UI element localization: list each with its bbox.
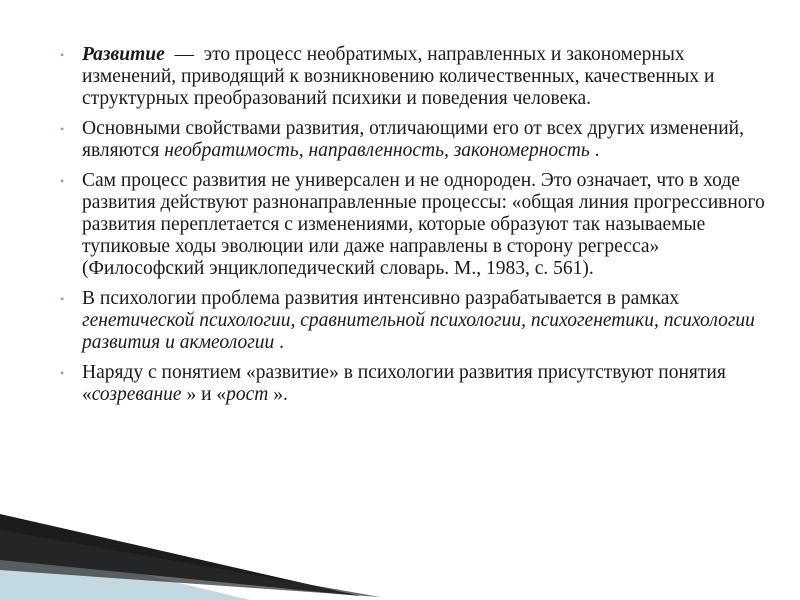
psychology-text: В психологии проблема развития интенсивно разрабатывается в рамках	[82, 288, 680, 309]
concepts-end: ».	[268, 384, 288, 405]
psychology-fields: генетической психологии, сравнительной психологии, психогенетики, психологии развития и акмеологии	[82, 310, 755, 353]
wedge-light-shape	[0, 540, 250, 600]
concepts-middle: » и «	[181, 384, 227, 405]
wedge-dark-tail	[0, 530, 380, 597]
bullet-dot-icon: •	[60, 174, 65, 188]
definition-text: это процесс необратимых, направленных и закономерных изменений, приводящий к возникновению количественных, качественных и структурных преобразований психики и поведения человека.	[82, 44, 715, 109]
properties-list: необратимость, направленность, закономерность	[164, 140, 590, 161]
bullet-item-psychology	[58, 288, 770, 354]
properties-text: Основными свойствами развития, отличающими его от всех других изменений, являются	[82, 118, 744, 161]
bullet-dot-icon: •	[60, 48, 65, 62]
bullet-list	[58, 44, 770, 406]
wedge-dark-shape	[0, 514, 360, 596]
concepts-text: Наряду с понятием «развитие» в психологии развития присутствуют понятия «	[82, 362, 726, 405]
bullet-item-properties	[58, 118, 770, 162]
properties-end: .	[589, 140, 600, 161]
concept-growth: рост	[226, 384, 269, 405]
psychology-end: .	[274, 332, 285, 353]
bullet-item-process	[58, 170, 770, 280]
term-development: Развитие	[82, 44, 165, 65]
process-text: Сам процесс развития не универсален и не однороден. Это означает, что в ходе развития действуют разнонаправленные процессы: «общая линия прогрессивного развития переплетается с изменениями, которые образуют так называемые тупиковые ходы эволюции или даже направлены в сторону регресса» (Философский энциклопедический словарь. М., 1983, с. 561).	[82, 170, 765, 279]
bullet-item-definition	[58, 44, 770, 110]
bullet-dot-icon: •	[60, 122, 65, 136]
concept-maturation: созревание	[91, 384, 182, 405]
bullet-item-concepts	[58, 362, 770, 406]
bullet-dot-icon: •	[60, 292, 65, 306]
definition-dash: —	[164, 44, 204, 65]
bullet-dot-icon: •	[60, 366, 65, 380]
slide-content	[58, 44, 770, 414]
